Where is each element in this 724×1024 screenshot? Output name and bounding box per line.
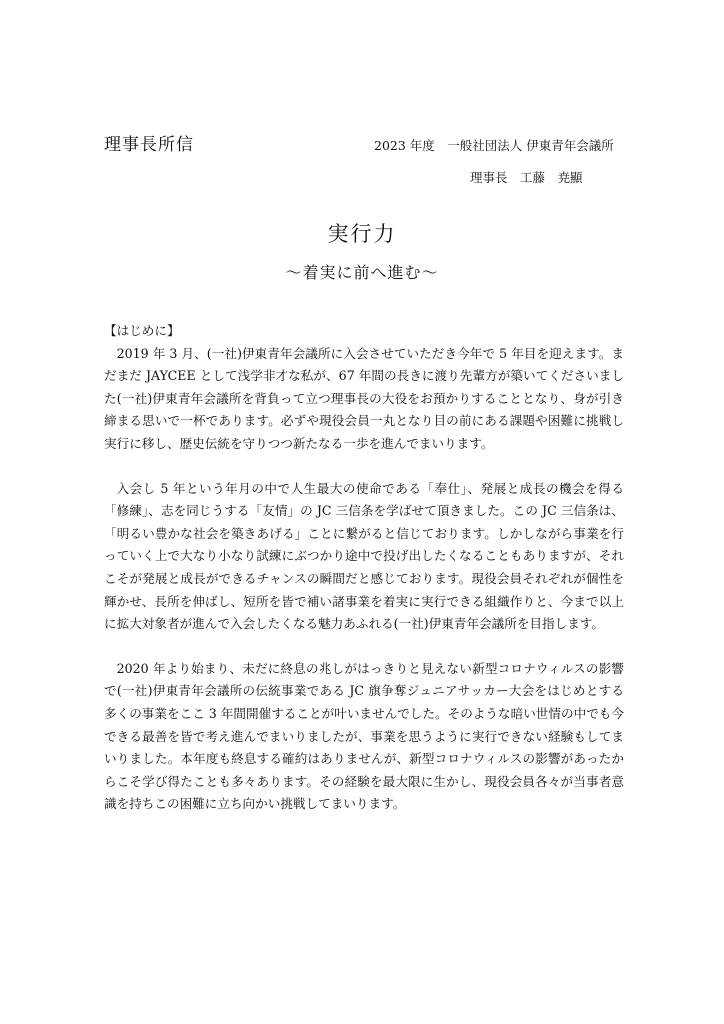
doc-heading: 理事長所信 [104,135,194,155]
paragraph-3: 2020 年より始まり、未だに終息の兆しがはっきりと見えない新型コロナウィルスの影響で(一社)伊東青年会議所の伝統事業である JC 旗争奪ジュニアサッカー大会をはじめとする多くの事業をここ 3 年間開催することが叶いませんでした。そのような暗い世情の中でも今できる最善を皆で考え進んでまいりましたが、事業を思うように実行できない経験もしてまいりました。本年度も終息する確約はありませんが、新型コロナウィルスの影響があったからこそ学び得たことも多々あります。その経験を最大限に生かし、現役会員各々が当事者意識を持ちこの困難に立ち向かい挑戦してまいります。 [104,660,624,812]
document-title: 実行力 [327,222,397,246]
paragraph-1: 2019 年 3 月、(一社)伊東青年会議所に入会させていただき今年で 5 年目を迎えます。まだまだ JAYCEE として浅学非才な私が、67 年間の長きに渡り先輩方が築いてくださいました(一社)伊東青年会議所を背負って立つ理事長の大役をお預かりすることとなり、身が引き締まる思いで一杯であります。必ずや現役会員一丸となり目の前にある課題や困難に挑戦し実行に移し、歴史伝統を守りつつ新たなる一歩を進んでまいります。 [104,345,624,451]
document-subtitle: ～着実に前へ進む～ [285,263,439,282]
paragraph-2: 入会し 5 年という年月の中で人生最大の使命である「奉仕」、発展と成長の機会を得る「修練」、志を同じうする「友情」の JC 三信条を学ばせて頂きました。この JC 三信条は、「明るい豊かな社会を築きあげる」ことに繋がると信じております。しかしながら事業を行っていく上で大なり小なり試練にぶつかり途中で投げ出したくなることもありますが、それこそが発展と成長ができるチャンスの瞬間だと感じております。現役会員それぞれが個性を輝かせ、長所を伸ばし、短所を皆で補い諸事業を着実に実行できる組織作りと、今まで以上に拡大対象者が進んで入会したくなる魅力あふれる(一社)伊東青年会議所を目指します。 [104,480,624,632]
body-section [104,320,624,816]
president-line: 理事長 工藤 尭顯 [470,170,583,185]
section-label: 【はじめに】 [104,323,180,338]
organization-line: 2023 年度 一般社団法人 伊東青年会議所 [374,138,614,153]
